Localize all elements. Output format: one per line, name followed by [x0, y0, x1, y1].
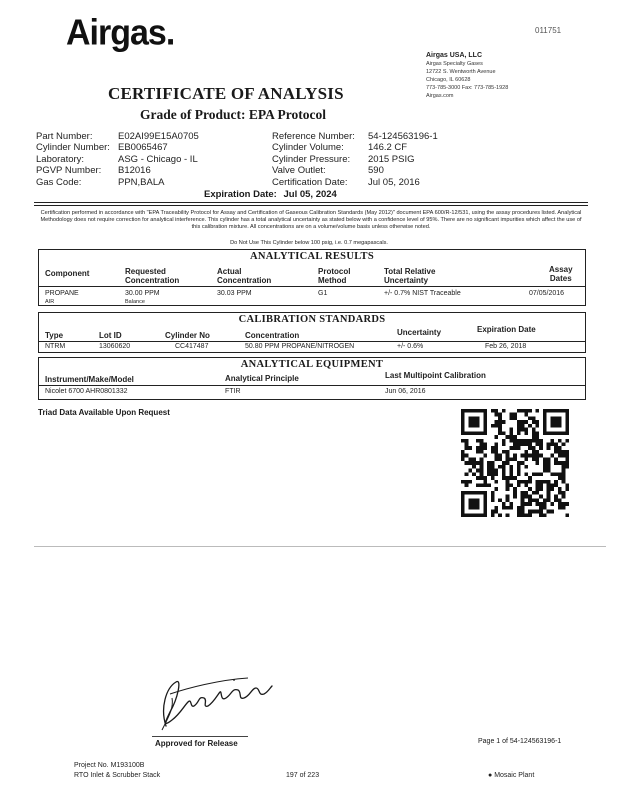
triad-note: Triad Data Available Upon Request [38, 408, 170, 417]
column-header: Component [45, 269, 90, 278]
header-line: Protocol [318, 267, 351, 276]
header-line: Method [318, 276, 347, 285]
table-cell: Nicolet 6700 AHR0801332 [45, 388, 128, 395]
info-value: E02AI99E15A0705 [118, 131, 199, 142]
info-label: Cylinder Number: [36, 142, 110, 154]
section-title: ANALYTICAL RESULTS [250, 251, 374, 262]
column-header: Expiration Date [477, 325, 536, 334]
table-cell: PROPANE [45, 290, 79, 297]
footer-page: 197 of 223 [286, 772, 320, 779]
airgas-logo: Airgas. [66, 13, 175, 53]
column-header [318, 267, 350, 285]
certification-statement: Certification performed in accordance with "EPA Traceability Protocol for Assay and Certification of Gaseous Calibration Standards (May 2012)" document EPA 600/R-12/531, using the assay procedures listed. Analytical Methodology does not require correction for analytical interference. This cylinder has a total analytical uncertainty as stated below with a confidence level of 95%. There are no significant impurities which affect the use of this calibration mixture. All concentrations are on a volume/volume basis unless otherwise noted. [40, 210, 582, 231]
info-label: Part Number: [36, 131, 93, 142]
row-divider [39, 286, 585, 287]
divider [34, 205, 588, 206]
table-cell: +/- 0.6% [397, 343, 424, 350]
footer-location: RTO Inlet & Scrubber Stack [74, 772, 161, 779]
column-header: Cylinder No [165, 331, 210, 340]
column-header: Analytical Principle [225, 374, 299, 383]
signature [148, 668, 278, 738]
table-cell: AIR [45, 299, 55, 305]
table-cell: 30.00 PPM [125, 290, 160, 297]
table-cell: +/- 0.7% NIST Traceable [384, 290, 461, 297]
footer-plant: ● Mosaic Plant [488, 772, 535, 779]
row-divider [39, 341, 585, 342]
info-label: Cylinder Pressure: [272, 153, 351, 165]
info-value: ASG - Chicago - IL [118, 153, 198, 165]
header-line: Assay [549, 265, 573, 274]
section-title: ANALYTICAL EQUIPMENT [240, 359, 384, 370]
analytical-equipment-table [38, 357, 586, 400]
info-value: 54-124563196-1 [368, 131, 438, 142]
info-label: Valve Outlet: [272, 165, 326, 177]
table-cell: G1 [318, 290, 328, 297]
column-header: Lot ID [99, 331, 122, 340]
section-title: CALIBRATION STANDARDS [238, 314, 386, 325]
expiration-value: Jul 05, 2024 [283, 189, 337, 200]
expiration-label: Expiration Date: [204, 189, 277, 200]
address-line: Chicago, IL 60628 [426, 77, 471, 83]
signature-line [152, 736, 248, 737]
column-header [549, 265, 573, 283]
calibration-standards-table [38, 312, 586, 353]
info-value: EB0065467 [118, 142, 168, 154]
info-value: 146.2 CF [368, 142, 408, 154]
info-label: Certification Date: [272, 176, 348, 188]
info-value: B12016 [118, 165, 151, 177]
info-value: Jul 05, 2016 [368, 176, 420, 188]
approval-label: Approved for Release [155, 739, 238, 748]
table-cell: Jun 06, 2016 [385, 388, 426, 395]
company-address [426, 52, 576, 100]
table-cell: 50.80 PPM PROPANE/NITROGEN [245, 343, 355, 350]
info-right [272, 131, 512, 191]
table-cell: Feb 26, 2018 [485, 343, 527, 350]
product-grade: Grade of Product: EPA Protocol [140, 107, 326, 122]
qr-code [458, 409, 572, 517]
table-cell: 13060620 [99, 343, 131, 350]
header-line: Concentration [125, 276, 180, 285]
header-line: Concentration [217, 276, 272, 285]
header-line: Total Relative [384, 267, 436, 276]
info-label: Gas Code: [36, 176, 82, 188]
table-cell: NTRM [45, 343, 66, 350]
table-cell: FTIR [225, 388, 241, 395]
row-divider [39, 385, 585, 386]
column-header: Concentration [245, 331, 300, 340]
footer-project: Project No. M193100B [74, 762, 145, 769]
info-label: Reference Number: [272, 131, 355, 142]
address-line: 773-785-3000 Fax: 773-785-1928 [426, 85, 509, 91]
table-cell: 07/05/2016 [529, 290, 565, 297]
divider [34, 202, 588, 203]
column-header [217, 267, 271, 285]
column-header [125, 267, 179, 285]
address-line: Airgas Specialty Gases [426, 61, 483, 67]
column-header: Instrument/Make/Model [45, 375, 134, 384]
page-separator [34, 546, 606, 547]
table-cell: 30.03 PPM [217, 290, 252, 297]
analytical-results-table [38, 249, 586, 306]
info-value: 590 [368, 165, 384, 177]
table-cell: CC417487 [175, 343, 209, 350]
footer-plant-name: Mosaic Plant [494, 772, 535, 779]
address-line: Airgas.com [426, 93, 454, 99]
company-name: Airgas USA, LLC [426, 52, 483, 59]
column-header: Last Multipoint Calibration [385, 371, 486, 380]
info-label: Laboratory: [36, 153, 85, 165]
header-line: Uncertainty [384, 276, 429, 285]
info-left [36, 131, 276, 191]
info-label: Cylinder Volume: [272, 142, 344, 154]
info-value: 2015 PSIG [368, 153, 415, 165]
expiration-date [204, 189, 337, 200]
document-number: 011751 [535, 26, 562, 35]
column-header [384, 267, 435, 285]
header-line: Actual [217, 267, 242, 276]
table-cell: Balance [125, 299, 145, 305]
pressure-warning: Do Not Use This Cylinder below 100 psig, i.e. 0.7 megapascals. [230, 240, 388, 246]
address-line: 12722 S. Wentworth Avenue [426, 69, 496, 75]
info-value: PPN,BALA [118, 176, 165, 188]
info-label: PGVP Number: [36, 165, 102, 177]
column-header: Type [45, 331, 64, 340]
header-line: Requested [125, 267, 166, 276]
page-number: Page 1 of 54-124563196-1 [478, 738, 562, 745]
column-header: Uncertainty [397, 328, 442, 337]
page-title: CERTIFICATE OF ANALYSIS [108, 84, 344, 103]
header-line: Dates [549, 274, 572, 283]
